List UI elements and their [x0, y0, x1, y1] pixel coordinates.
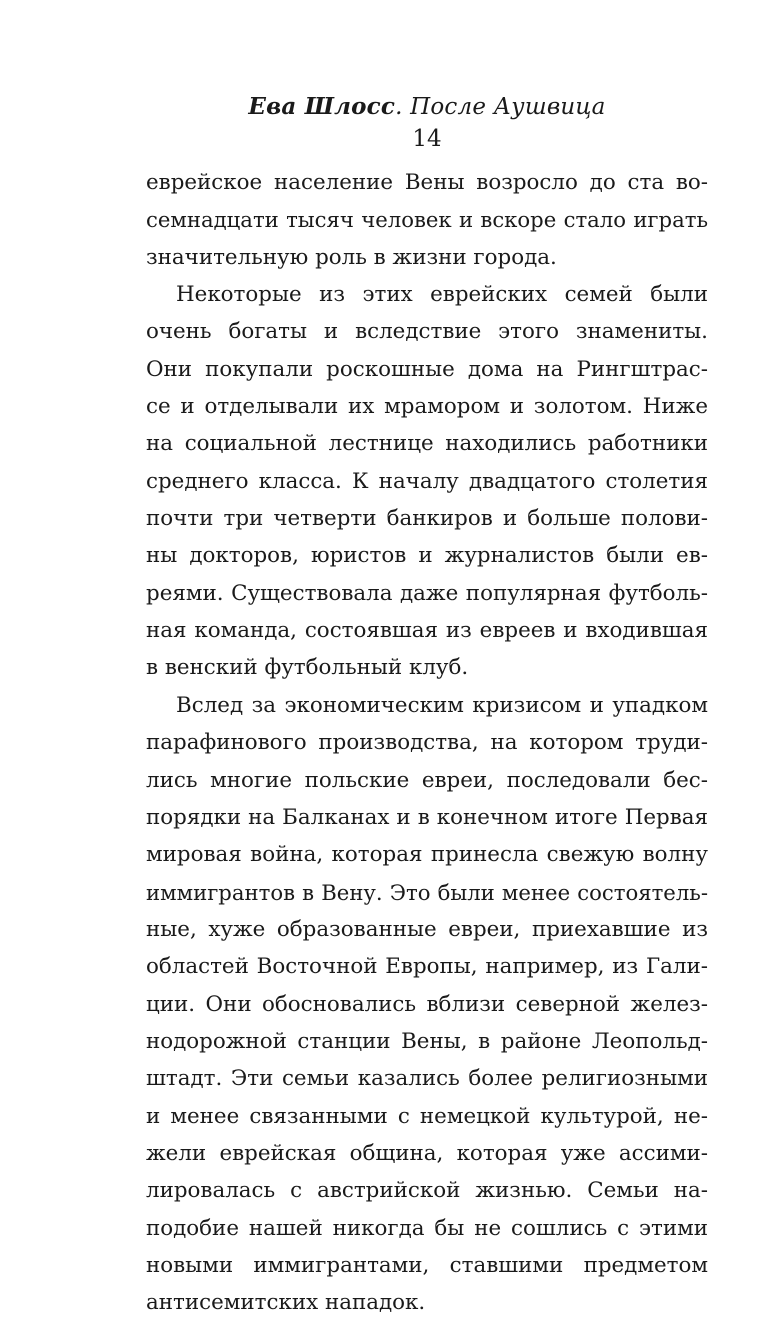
text-line: порядки на Балканах и в конечном итоге Первая	[146, 804, 708, 830]
text-line: Они покупали роскошные дома на Рингштрас-	[146, 356, 708, 382]
text-line: антисемитских нападок.	[146, 1290, 426, 1316]
body-text	[146, 164, 708, 1322]
text-line: Некоторые из этих еврейских семей были	[176, 282, 708, 308]
text-line: и менее связанными с немецкой культурой, не-	[146, 1103, 708, 1129]
text-line: почти три четверти банкиров и больше полови-	[146, 506, 708, 532]
text-line: значительную роль в жизни города.	[146, 244, 557, 270]
text-line: штадт. Эти семьи казались более религиозными	[146, 1066, 708, 1092]
text-line: нодорожной станции Вены, в районе Леопольд-	[146, 1028, 708, 1054]
text-line: реями. Существовала даже популярная футболь-	[146, 580, 708, 606]
text-line: се и отделывали их мрамором и золотом. Ниже	[146, 394, 708, 420]
page-number: 14	[412, 126, 442, 152]
text-line: семнадцати тысяч человек и вскоре стало играть	[146, 207, 708, 233]
text-line: лировалась с австрийской жизнью. Семьи на-	[146, 1178, 708, 1204]
text-line: иммигрантов в Вену. Это были менее состоятель-	[146, 879, 708, 905]
text-line: парафинового производства, на котором труди-	[146, 730, 708, 756]
text-line: на социальной лестнице находились работники	[146, 431, 708, 457]
text-line: подобие нашей никогда бы не сошлись с этими	[146, 1215, 708, 1241]
running-head	[146, 92, 708, 122]
paragraph-3	[146, 687, 708, 1322]
text-line: Вслед за экономическим кризисом и упадком	[176, 692, 708, 718]
text-line: ции. Они обосновались вблизи северной желез-	[146, 991, 708, 1017]
text-line: среднего класса. К началу двадцатого столетия	[146, 468, 708, 494]
header-title: После Аушвица	[410, 94, 606, 120]
text-line: в венский футбольный клуб.	[146, 655, 469, 681]
paragraph-1	[146, 164, 708, 276]
text-line: лись многие польские евреи, последовали бес-	[146, 767, 708, 793]
text-line: жели еврейская община, которая уже ассими-	[146, 1140, 708, 1166]
text-line: новыми иммигрантами, ставшими предметом	[146, 1252, 708, 1278]
text-line: областей Восточной Европы, например, из Гали-	[146, 954, 708, 980]
text-line: мировая война, которая принесла свежую волну	[146, 842, 708, 868]
paragraph-2	[146, 276, 708, 687]
header-separator: .	[395, 94, 411, 120]
text-line: очень богаты и вследствие этого знамениты.	[146, 319, 708, 345]
text-line: еврейское население Вены возросло до ста во-	[146, 170, 708, 195]
text-line: ные, хуже образованные евреи, приехавшие из	[146, 916, 708, 942]
text-line: ная команда, состоявшая из евреев и входившая	[146, 618, 708, 644]
book-page	[146, 92, 708, 1322]
text-line: ны докторов, юристов и журналистов были ев-	[146, 543, 708, 569]
header-author: Ева Шлосс	[248, 93, 396, 120]
